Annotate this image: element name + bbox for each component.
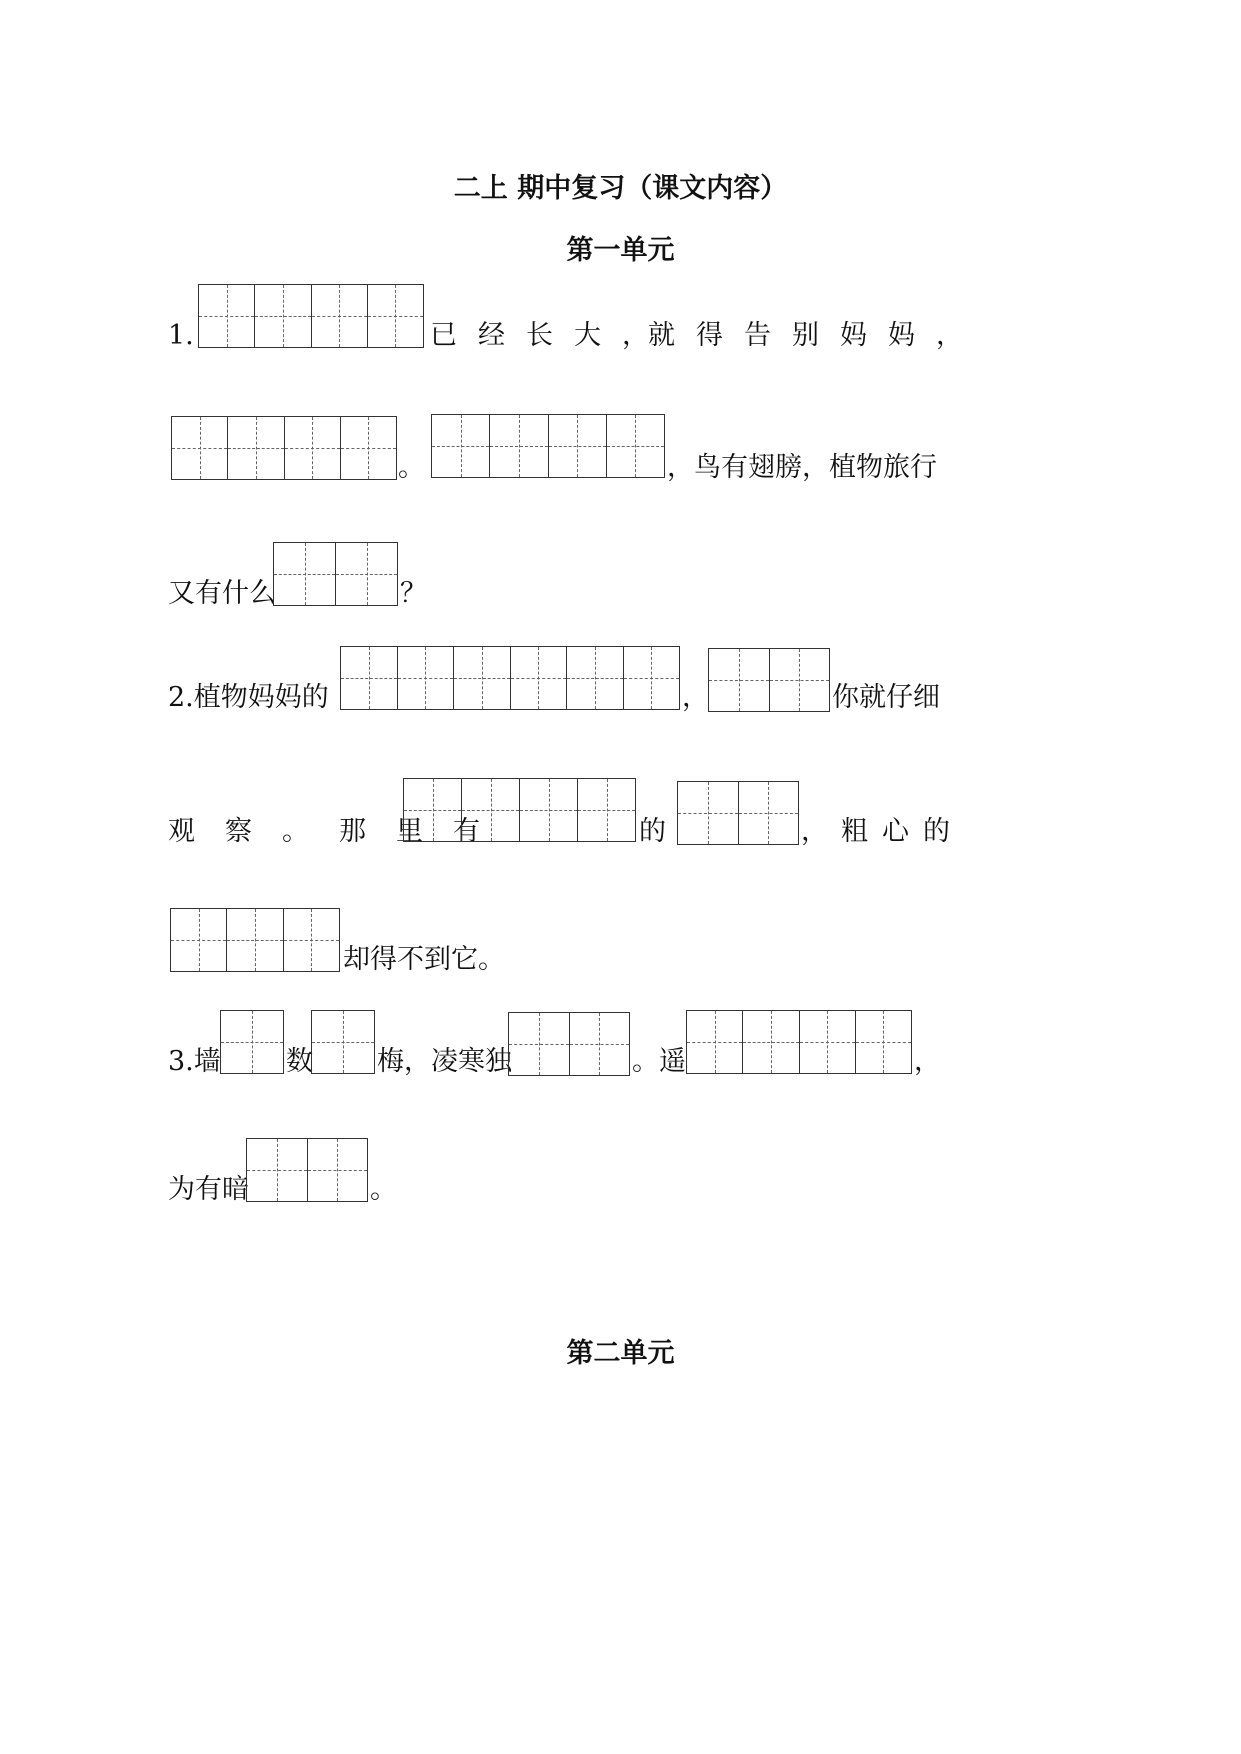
answer-grid-q3-c[interactable] (508, 1012, 630, 1076)
q3-text-3: 。遥 (632, 1046, 686, 1077)
q2-text-1: ， (682, 682, 709, 713)
q3-text-1: 数 (286, 1046, 313, 1077)
q1-text-1: 已经长大， (430, 320, 670, 351)
page-title: 二上 期中复习（课文内容） (453, 173, 788, 204)
answer-grid-q3-a[interactable] (220, 1010, 284, 1074)
q2-text-3: 观察。那里有 (168, 816, 510, 847)
answer-grid-q2-e[interactable] (170, 908, 340, 972)
answer-grid-q2-b[interactable] (708, 648, 830, 712)
q2-text-2: 你就仔细 (832, 682, 940, 713)
q3-text-6: 。 (370, 1174, 397, 1205)
q3-text-5: 为有暗 (168, 1174, 249, 1205)
answer-grid-q3-d[interactable] (686, 1010, 912, 1074)
q3-text-2: 梅，凌寒独 (377, 1046, 512, 1077)
answer-grid-q1-d[interactable] (273, 542, 398, 606)
q3-number: 3.墙 (168, 1046, 221, 1077)
unit-heading-2: 第二单元 (566, 1338, 675, 1369)
answer-grid-q1-c[interactable] (431, 414, 665, 478)
q2-text-7: 却得不到它。 (343, 944, 505, 975)
answer-grid-q1-b[interactable] (171, 416, 397, 480)
answer-grid-q3-b[interactable] (311, 1010, 375, 1074)
q1-text-2: 就得告别妈妈， (648, 320, 984, 351)
unit-heading-1: 第一单元 (566, 235, 675, 266)
answer-grid-q2-c[interactable] (403, 778, 636, 842)
answer-grid-q3-e[interactable] (246, 1138, 368, 1202)
q1-number: 1. (168, 320, 194, 351)
q1-text-4: ，鸟有翅膀，植物旅行 (667, 452, 937, 483)
q2-text-6: 粗心的 (841, 816, 964, 847)
q1-text-5: 又有什么 (168, 578, 276, 609)
answer-grid-q1-a[interactable] (198, 284, 424, 348)
q2-text-5: ， (801, 816, 828, 847)
q1-text-3: 。 (398, 452, 425, 483)
q1-text-6: ？ (400, 578, 427, 609)
answer-grid-q2-d[interactable] (677, 781, 799, 845)
q3-text-4: ， (914, 1046, 941, 1077)
q2-number: 2.植物妈妈的 (168, 682, 329, 713)
q2-text-4: 的 (639, 816, 666, 847)
answer-grid-q2-a[interactable] (340, 646, 680, 710)
